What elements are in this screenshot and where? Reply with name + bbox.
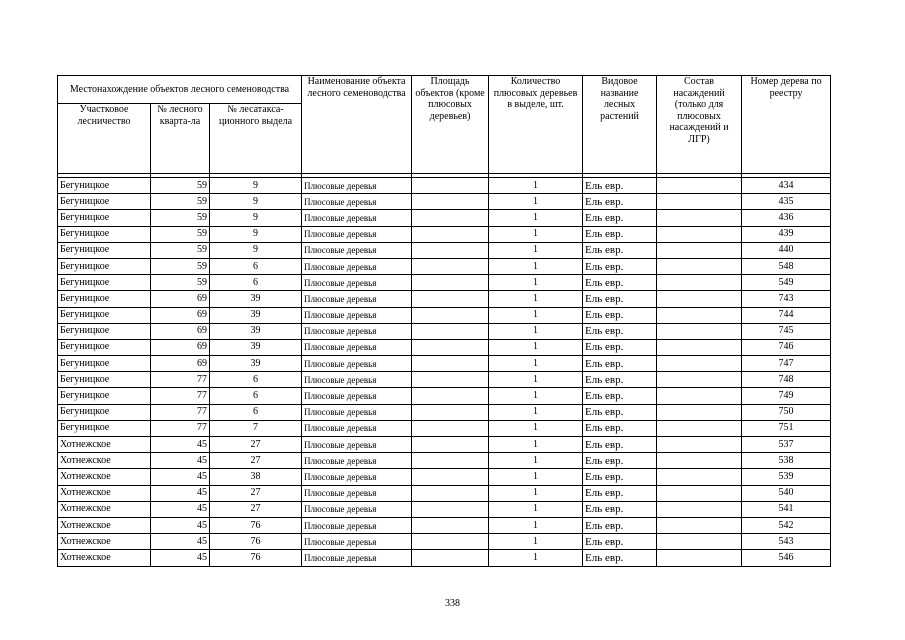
cell-tree-count: 1: [489, 178, 583, 194]
cell-quarter: 59: [151, 226, 210, 242]
cell-tree-count: 1: [489, 323, 583, 339]
cell-object-name: Плюсовые деревья: [302, 210, 412, 226]
cell-area: [412, 404, 489, 420]
cell-area: [412, 242, 489, 258]
cell-district: Бегуницкое: [58, 420, 151, 436]
cell-area: [412, 469, 489, 485]
table-body: [58, 174, 831, 567]
header-composition: Состав насаждений (только для плюсовых насаждений и ЛГР): [657, 76, 742, 174]
cell-tree-count: 1: [489, 339, 583, 355]
cell-species: Ель евр.: [583, 469, 657, 485]
cell-composition: [657, 291, 742, 307]
cell-quarter: 59: [151, 178, 210, 194]
table-row: [58, 242, 831, 258]
cell-tree-count: 1: [489, 501, 583, 517]
cell-district: Бегуницкое: [58, 178, 151, 194]
cell-quarter: 77: [151, 404, 210, 420]
cell-object-name: Плюсовые деревья: [302, 339, 412, 355]
cell-area: [412, 210, 489, 226]
cell-composition: [657, 339, 742, 355]
cell-district: Хотнежское: [58, 485, 151, 501]
cell-area: [412, 517, 489, 533]
cell-quarter: 59: [151, 242, 210, 258]
cell-object-name: Плюсовые деревья: [302, 323, 412, 339]
cell-district: Хотнежское: [58, 437, 151, 453]
cell-species: Ель евр.: [583, 291, 657, 307]
cell-species: Ель евр.: [583, 534, 657, 550]
table-row: [58, 178, 831, 194]
cell-registry-number: 440: [742, 242, 831, 258]
cell-species: Ель евр.: [583, 275, 657, 291]
cell-composition: [657, 372, 742, 388]
cell-district: Бегуницкое: [58, 275, 151, 291]
cell-district: Бегуницкое: [58, 404, 151, 420]
cell-object-name: Плюсовые деревья: [302, 291, 412, 307]
cell-tree-count: 1: [489, 437, 583, 453]
cell-composition: [657, 534, 742, 550]
cell-composition: [657, 275, 742, 291]
cell-area: [412, 291, 489, 307]
cell-tree-count: 1: [489, 258, 583, 274]
cell-quarter: 45: [151, 501, 210, 517]
cell-section: 6: [210, 388, 302, 404]
cell-section: 76: [210, 534, 302, 550]
cell-object-name: Плюсовые деревья: [302, 501, 412, 517]
cell-area: [412, 501, 489, 517]
cell-composition: [657, 404, 742, 420]
cell-composition: [657, 517, 742, 533]
cell-district: Бегуницкое: [58, 291, 151, 307]
cell-tree-count: 1: [489, 356, 583, 372]
cell-section: 27: [210, 485, 302, 501]
cell-section: 76: [210, 517, 302, 533]
cell-registry-number: 745: [742, 323, 831, 339]
cell-registry-number: 548: [742, 258, 831, 274]
cell-species: Ель евр.: [583, 404, 657, 420]
cell-tree-count: 1: [489, 226, 583, 242]
cell-registry-number: 435: [742, 194, 831, 210]
table-row: [58, 534, 831, 550]
cell-composition: [657, 356, 742, 372]
cell-quarter: 45: [151, 517, 210, 533]
table-row: [58, 291, 831, 307]
cell-area: [412, 194, 489, 210]
cell-species: Ель евр.: [583, 388, 657, 404]
cell-composition: [657, 210, 742, 226]
cell-section: 6: [210, 258, 302, 274]
cell-district: Бегуницкое: [58, 194, 151, 210]
cell-tree-count: 1: [489, 242, 583, 258]
cell-tree-count: 1: [489, 372, 583, 388]
table-row: [58, 437, 831, 453]
cell-object-name: Плюсовые деревья: [302, 258, 412, 274]
cell-object-name: Плюсовые деревья: [302, 194, 412, 210]
table-row: [58, 453, 831, 469]
cell-composition: [657, 242, 742, 258]
cell-district: Бегуницкое: [58, 307, 151, 323]
cell-tree-count: 1: [489, 469, 583, 485]
cell-area: [412, 372, 489, 388]
cell-area: [412, 550, 489, 566]
cell-area: [412, 534, 489, 550]
cell-section: 9: [210, 210, 302, 226]
cell-object-name: Плюсовые деревья: [302, 178, 412, 194]
cell-section: 76: [210, 550, 302, 566]
table-row: [58, 258, 831, 274]
cell-section: 39: [210, 339, 302, 355]
header-section: № лесатакса-ционного выдела: [210, 104, 302, 174]
cell-species: Ель евр.: [583, 356, 657, 372]
cell-area: [412, 485, 489, 501]
cell-district: Бегуницкое: [58, 339, 151, 355]
cell-registry-number: 746: [742, 339, 831, 355]
table-row: [58, 501, 831, 517]
cell-quarter: 45: [151, 550, 210, 566]
cell-section: 6: [210, 404, 302, 420]
cell-object-name: Плюсовые деревья: [302, 550, 412, 566]
cell-tree-count: 1: [489, 534, 583, 550]
cell-quarter: 69: [151, 307, 210, 323]
cell-tree-count: 1: [489, 517, 583, 533]
cell-quarter: 59: [151, 210, 210, 226]
cell-section: 6: [210, 275, 302, 291]
cell-district: Хотнежское: [58, 469, 151, 485]
cell-composition: [657, 388, 742, 404]
cell-quarter: 45: [151, 469, 210, 485]
header-species: Видовое название лесных растений: [583, 76, 657, 174]
cell-object-name: Плюсовые деревья: [302, 226, 412, 242]
cell-area: [412, 226, 489, 242]
cell-area: [412, 178, 489, 194]
page-number: 338: [445, 598, 460, 609]
cell-district: Бегуницкое: [58, 323, 151, 339]
cell-quarter: 59: [151, 258, 210, 274]
header-location-group: Местонахождение объектов лесного семеноводства: [58, 76, 302, 104]
cell-area: [412, 437, 489, 453]
cell-species: Ель евр.: [583, 226, 657, 242]
cell-section: 9: [210, 242, 302, 258]
cell-section: 27: [210, 437, 302, 453]
cell-section: 38: [210, 469, 302, 485]
cell-composition: [657, 550, 742, 566]
cell-registry-number: 540: [742, 485, 831, 501]
cell-area: [412, 420, 489, 436]
header-district: Участковое лесничество: [58, 104, 151, 174]
table-row: [58, 388, 831, 404]
cell-tree-count: 1: [489, 453, 583, 469]
cell-registry-number: 537: [742, 437, 831, 453]
cell-object-name: Плюсовые деревья: [302, 275, 412, 291]
cell-object-name: Плюсовые деревья: [302, 307, 412, 323]
cell-composition: [657, 420, 742, 436]
cell-object-name: Плюсовые деревья: [302, 404, 412, 420]
cell-area: [412, 356, 489, 372]
cell-registry-number: 750: [742, 404, 831, 420]
header-quarter: № лесного кварта-ла: [151, 104, 210, 174]
cell-registry-number: 434: [742, 178, 831, 194]
cell-species: Ель евр.: [583, 210, 657, 226]
cell-district: Бегуницкое: [58, 210, 151, 226]
cell-species: Ель евр.: [583, 485, 657, 501]
cell-composition: [657, 485, 742, 501]
cell-composition: [657, 307, 742, 323]
table-row: [58, 194, 831, 210]
cell-registry-number: 542: [742, 517, 831, 533]
cell-quarter: 69: [151, 356, 210, 372]
cell-species: Ель евр.: [583, 372, 657, 388]
table-row: [58, 469, 831, 485]
cell-district: Хотнежское: [58, 501, 151, 517]
cell-species: Ель евр.: [583, 453, 657, 469]
cell-section: 7: [210, 420, 302, 436]
cell-registry-number: 541: [742, 501, 831, 517]
cell-tree-count: 1: [489, 307, 583, 323]
cell-section: 6: [210, 372, 302, 388]
cell-district: Хотнежское: [58, 534, 151, 550]
cell-quarter: 59: [151, 275, 210, 291]
cell-object-name: Плюсовые деревья: [302, 517, 412, 533]
cell-species: Ель евр.: [583, 307, 657, 323]
cell-district: Хотнежское: [58, 550, 151, 566]
cell-quarter: 77: [151, 388, 210, 404]
cell-district: Бегуницкое: [58, 356, 151, 372]
table-row: [58, 517, 831, 533]
cell-section: 39: [210, 323, 302, 339]
cell-registry-number: 748: [742, 372, 831, 388]
cell-tree-count: 1: [489, 485, 583, 501]
cell-quarter: 45: [151, 534, 210, 550]
cell-quarter: 45: [151, 437, 210, 453]
cell-area: [412, 453, 489, 469]
header-tree-count: Количество плюсовых деревьев в выделе, шт.: [489, 76, 583, 174]
cell-registry-number: 743: [742, 291, 831, 307]
cell-object-name: Плюсовые деревья: [302, 388, 412, 404]
cell-species: Ель евр.: [583, 437, 657, 453]
cell-object-name: Плюсовые деревья: [302, 356, 412, 372]
cell-species: Ель евр.: [583, 323, 657, 339]
cell-registry-number: 538: [742, 453, 831, 469]
cell-composition: [657, 501, 742, 517]
cell-composition: [657, 226, 742, 242]
cell-quarter: 77: [151, 420, 210, 436]
cell-composition: [657, 178, 742, 194]
cell-section: 9: [210, 226, 302, 242]
cell-quarter: 77: [151, 372, 210, 388]
cell-object-name: Плюсовые деревья: [302, 420, 412, 436]
cell-area: [412, 275, 489, 291]
header-registry-number: Номер дерева по реестру: [742, 76, 831, 174]
cell-composition: [657, 258, 742, 274]
table-row: [58, 307, 831, 323]
cell-quarter: 69: [151, 339, 210, 355]
table-row: [58, 550, 831, 566]
cell-composition: [657, 323, 742, 339]
table-row: [58, 339, 831, 355]
cell-species: Ель евр.: [583, 242, 657, 258]
cell-section: 9: [210, 194, 302, 210]
cell-registry-number: 539: [742, 469, 831, 485]
cell-area: [412, 307, 489, 323]
cell-composition: [657, 194, 742, 210]
table-row: [58, 210, 831, 226]
cell-species: Ель евр.: [583, 501, 657, 517]
seed-objects-table: [57, 75, 831, 567]
cell-registry-number: 546: [742, 550, 831, 566]
table-row: [58, 404, 831, 420]
cell-area: [412, 339, 489, 355]
cell-registry-number: 543: [742, 534, 831, 550]
cell-section: 27: [210, 501, 302, 517]
cell-tree-count: 1: [489, 275, 583, 291]
cell-object-name: Плюсовые деревья: [302, 453, 412, 469]
cell-district: Хотнежское: [58, 453, 151, 469]
cell-object-name: Плюсовые деревья: [302, 534, 412, 550]
cell-object-name: Плюсовые деревья: [302, 469, 412, 485]
cell-district: Бегуницкое: [58, 258, 151, 274]
cell-object-name: Плюсовые деревья: [302, 485, 412, 501]
cell-tree-count: 1: [489, 388, 583, 404]
cell-tree-count: 1: [489, 550, 583, 566]
cell-district: Бегуницкое: [58, 388, 151, 404]
cell-district: Хотнежское: [58, 517, 151, 533]
cell-section: 39: [210, 291, 302, 307]
cell-species: Ель евр.: [583, 194, 657, 210]
cell-species: Ель евр.: [583, 258, 657, 274]
cell-quarter: 69: [151, 323, 210, 339]
cell-tree-count: 1: [489, 210, 583, 226]
cell-district: Бегуницкое: [58, 226, 151, 242]
cell-registry-number: 747: [742, 356, 831, 372]
cell-species: Ель евр.: [583, 550, 657, 566]
cell-composition: [657, 437, 742, 453]
table-row: [58, 372, 831, 388]
cell-registry-number: 439: [742, 226, 831, 242]
cell-tree-count: 1: [489, 404, 583, 420]
cell-district: Бегуницкое: [58, 242, 151, 258]
cell-area: [412, 323, 489, 339]
cell-composition: [657, 453, 742, 469]
cell-species: Ель евр.: [583, 339, 657, 355]
cell-registry-number: 749: [742, 388, 831, 404]
cell-registry-number: 751: [742, 420, 831, 436]
table-row: [58, 275, 831, 291]
cell-object-name: Плюсовые деревья: [302, 437, 412, 453]
header-area: Площадь объектов (кроме плюсовых деревьев): [412, 76, 489, 174]
cell-registry-number: 436: [742, 210, 831, 226]
cell-area: [412, 388, 489, 404]
cell-area: [412, 258, 489, 274]
table-row: [58, 323, 831, 339]
cell-tree-count: 1: [489, 420, 583, 436]
cell-object-name: Плюсовые деревья: [302, 242, 412, 258]
cell-section: 39: [210, 307, 302, 323]
cell-district: Бегуницкое: [58, 372, 151, 388]
cell-quarter: 69: [151, 291, 210, 307]
header-object-name: Наименование объекта лесного семеноводства: [302, 76, 412, 174]
cell-composition: [657, 469, 742, 485]
cell-section: 27: [210, 453, 302, 469]
cell-section: 9: [210, 178, 302, 194]
cell-species: Ель евр.: [583, 420, 657, 436]
cell-species: Ель евр.: [583, 517, 657, 533]
cell-registry-number: 744: [742, 307, 831, 323]
cell-tree-count: 1: [489, 291, 583, 307]
cell-tree-count: 1: [489, 194, 583, 210]
cell-registry-number: 549: [742, 275, 831, 291]
table-row: [58, 485, 831, 501]
table-header: [58, 76, 831, 174]
cell-quarter: 45: [151, 453, 210, 469]
table-row: [58, 420, 831, 436]
cell-species: Ель евр.: [583, 178, 657, 194]
cell-quarter: 45: [151, 485, 210, 501]
cell-object-name: Плюсовые деревья: [302, 372, 412, 388]
cell-quarter: 59: [151, 194, 210, 210]
cell-section: 39: [210, 356, 302, 372]
table-row: [58, 356, 831, 372]
table-row: [58, 226, 831, 242]
